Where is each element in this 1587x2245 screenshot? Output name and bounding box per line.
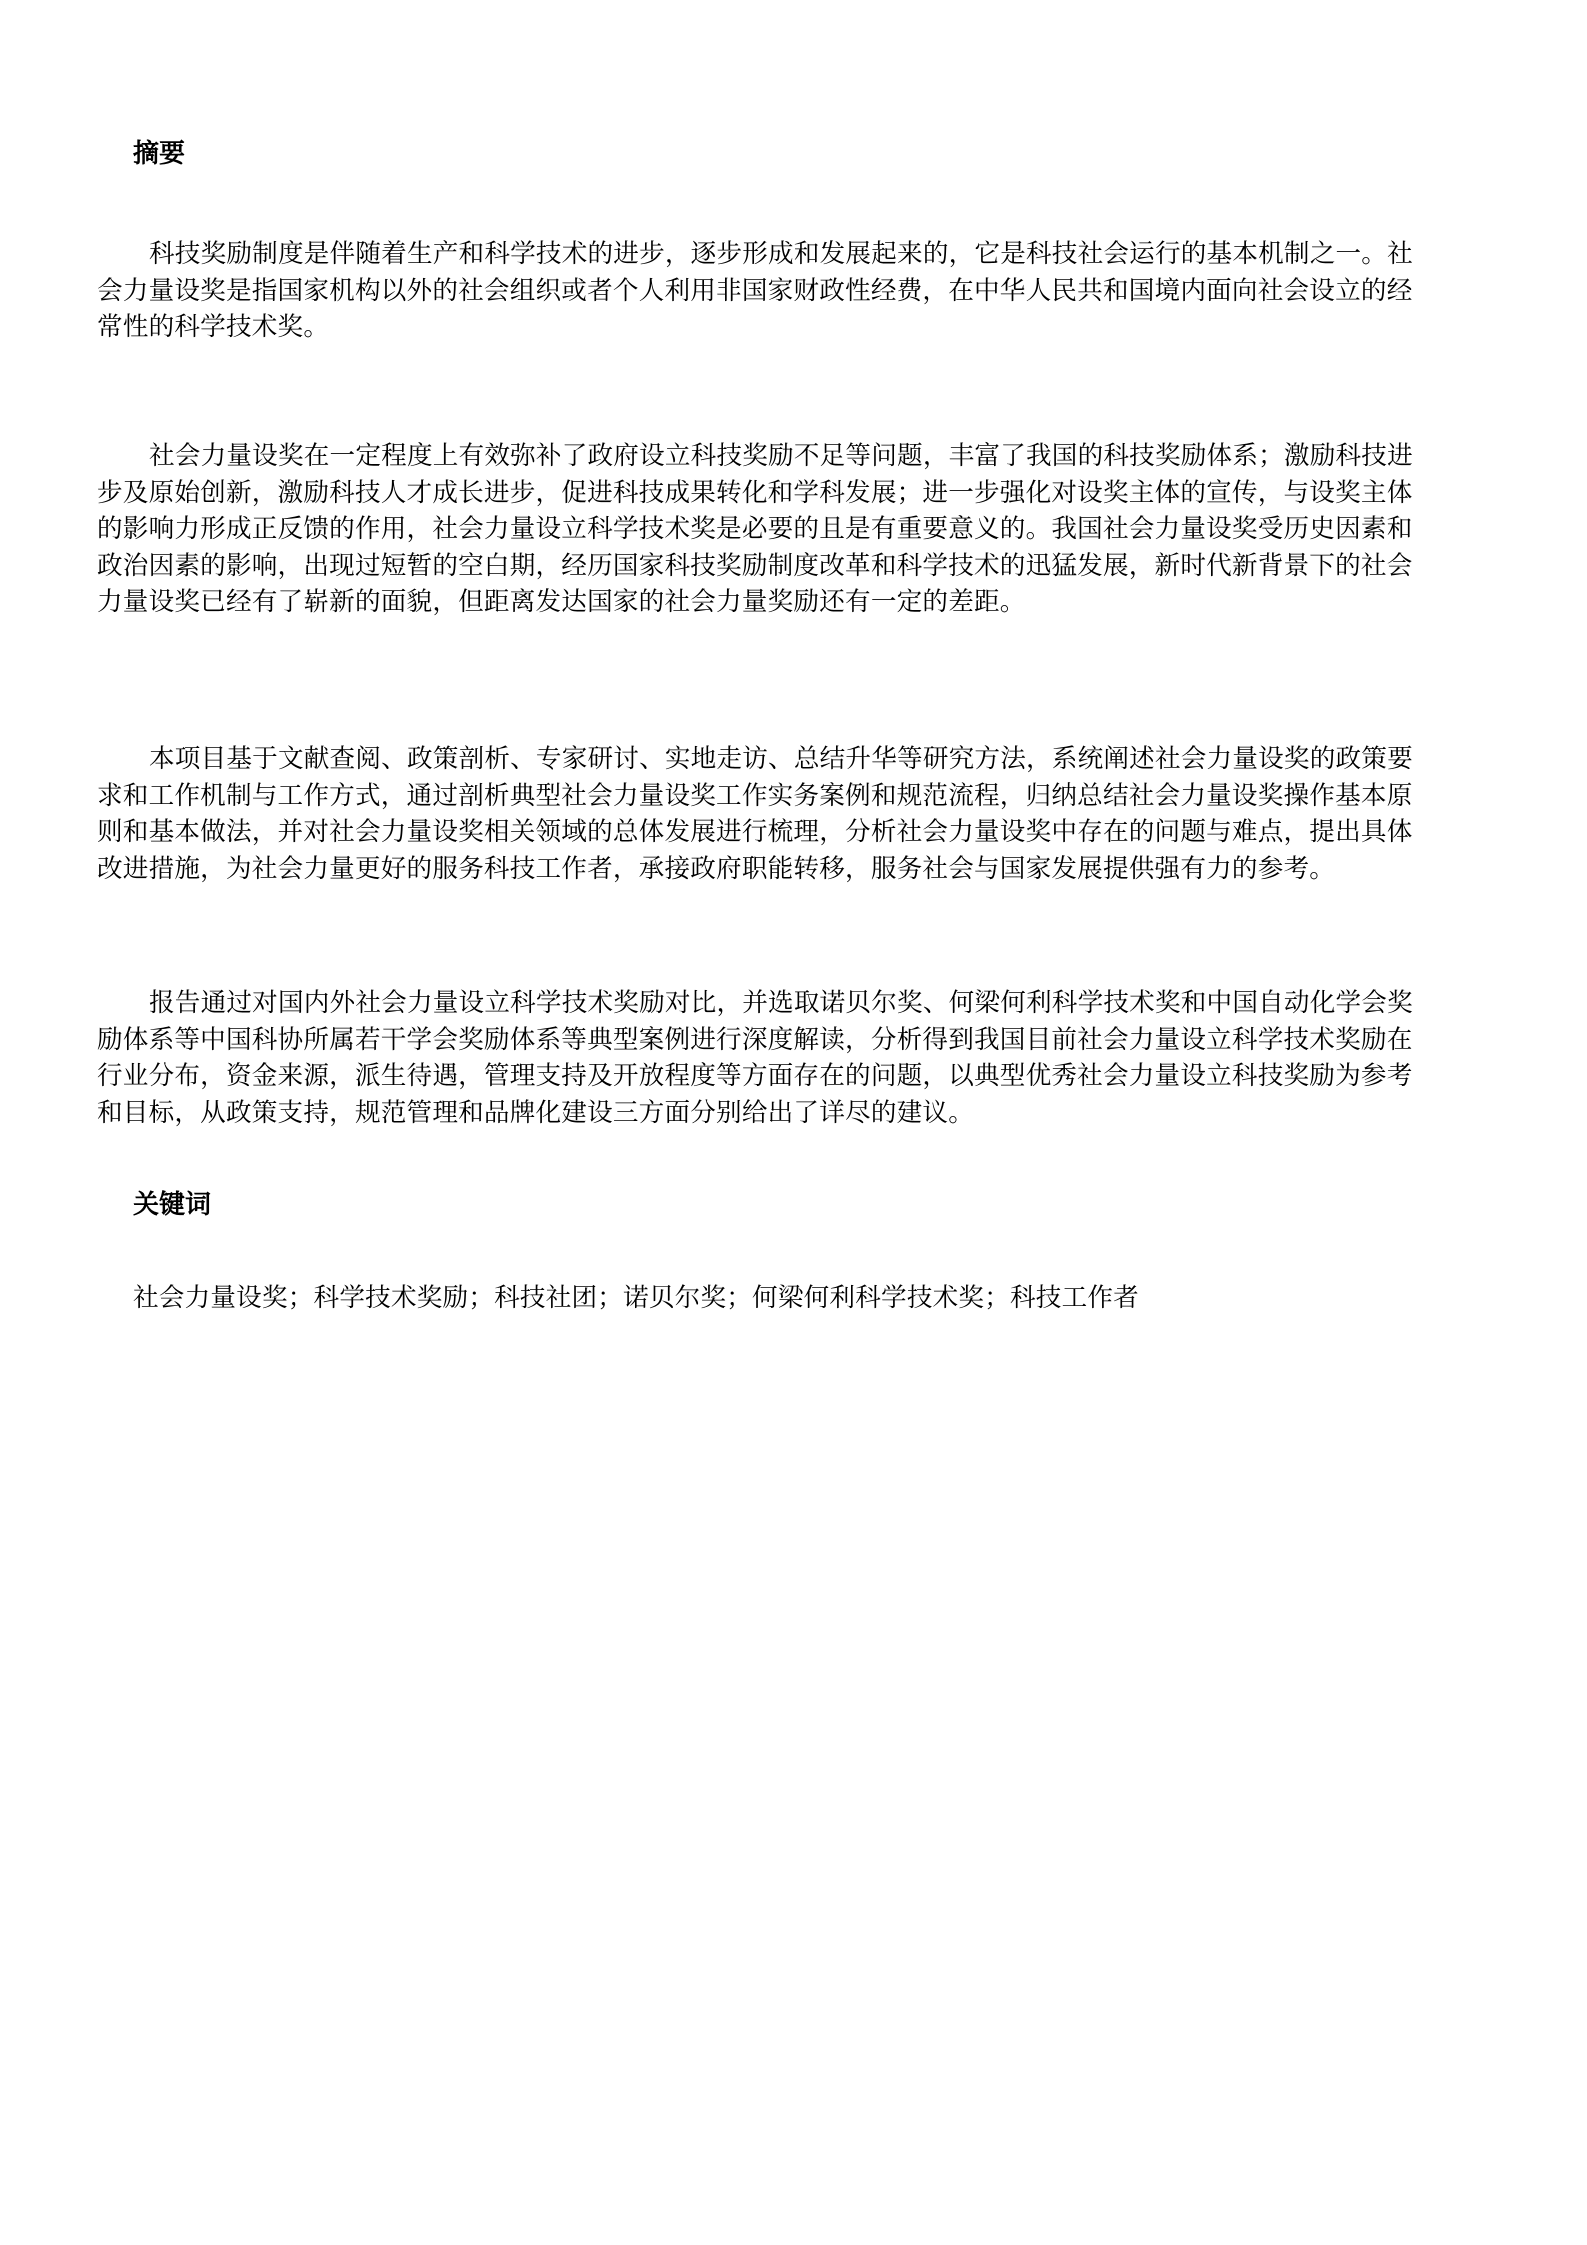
abstract-paragraph-2	[97, 438, 1517, 621]
paragraph-line: 本项目基于文献查阅、政策剖析、专家研讨、实地走访、总结升华等研究方法，系统阐述社会力量设奖的政策要	[149, 744, 1413, 774]
abstract-paragraph-4	[97, 985, 1517, 1131]
paragraph-line: 和目标，从政策支持，规范管理和品牌化建设三方面分别给出了详尽的建议。	[97, 1097, 974, 1128]
paragraph-line: 会力量设奖是指国家机构以外的社会组织或者个人利用非国家财政性经费，在中华人民共和国境内面向社会设立的经	[97, 275, 1413, 306]
paragraph-line: 报告通过对国内外社会力量设立科学技术奖励对比，并选取诺贝尔奖、何梁何利科学技术奖和中国自动化学会奖	[149, 988, 1413, 1018]
paragraph-line: 科技奖励制度是伴随着生产和科学技术的进步，逐步形成和发展起来的，它是科技社会运行的基本机制之一。社	[149, 239, 1413, 269]
paragraph-line: 步及原始创新，激励科技人才成长进步，促进科技成果转化和学科发展；进一步强化对设奖主体的宣传，与设奖主体	[97, 477, 1413, 508]
paragraph-line: 行业分布，资金来源，派生待遇，管理支持及开放程度等方面存在的问题，以典型优秀社会力量设立科技奖励为参考	[97, 1061, 1413, 1091]
paragraph-line: 改进措施，为社会力量更好的服务科技工作者，承接政府职能转移，服务社会与国家发展提供强有力的参考。	[97, 853, 1336, 884]
paragraph-line: 社会力量设奖在一定程度上有效弥补了政府设立科技奖励不足等问题，丰富了我国的科技奖励体系；激励科技进	[149, 441, 1413, 471]
paragraph-line: 的影响力形成正反馈的作用，社会力量设立科学技术奖是必要的且是有重要意义的。我国社会力量设奖受历史因素和	[97, 514, 1413, 544]
paragraph-line: 政治因素的影响，出现过短暂的空白期，经历国家科技奖励制度改革和科学技术的迅猛发展，新时代新背景下的社会	[97, 550, 1413, 581]
paragraph-line: 励体系等中国科协所属若干学会奖励体系等典型案例进行深度解读，分析得到我国目前社会力量设立科学技术奖励在	[97, 1024, 1413, 1055]
abstract-paragraph-1	[97, 236, 1517, 346]
abstract-heading: 摘要	[133, 139, 186, 169]
paragraph-line: 常性的科学技术奖。	[97, 312, 330, 342]
paragraph-line: 求和工作机制与工作方式，通过剖析典型社会力量设奖工作实务案例和规范流程，归纳总结社会力量设奖操作基本原	[97, 780, 1413, 811]
abstract-paragraph-3	[97, 741, 1517, 887]
paragraph-line: 力量设奖已经有了崭新的面貌，但距离发达国家的社会力量奖励还有一定的差距。	[97, 587, 1026, 617]
keywords-heading: 关键词	[133, 1190, 212, 1220]
keywords-list: 社会力量设奖；科学技术奖励；科技社团；诺贝尔奖；何梁何利科学技术奖；科技工作者	[133, 1283, 1139, 1313]
paragraph-line: 则和基本做法，并对社会力量设奖相关领域的总体发展进行梳理，分析社会力量设奖中存在的问题与难点，提出具体	[97, 817, 1413, 847]
